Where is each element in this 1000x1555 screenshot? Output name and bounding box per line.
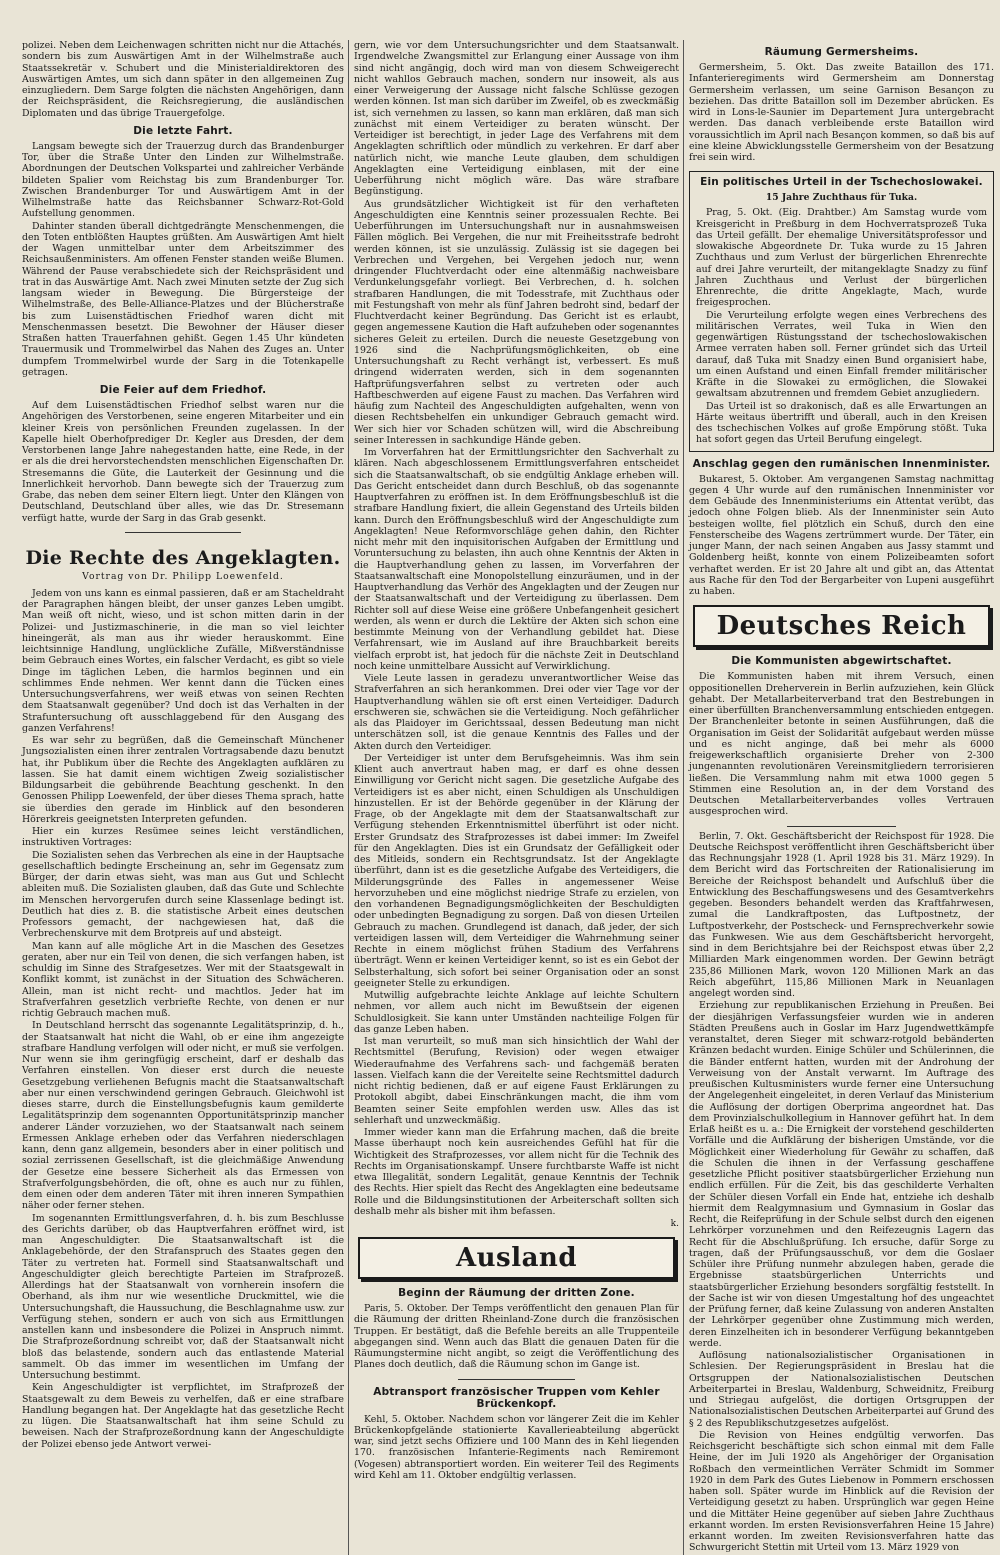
paragraph: Berlin, 7. Okt. Geschäftsbericht der Reichspost für 1928. Die Deutsche Reichspost veröffentlicht ihren Geschäftsbericht über das Rechnungsjahr 1928 (1. April 1928 bis 31. März 1929). In dem Bericht wird das Fortschreiten der Rationalisierung im Bereiche der Reichspost behandelt und Aufschluß über die Entwicklung des Beschaffungswesens und des Gesamtverkehrs gegeben. Besonders behandelt werden das Kraftfahrwesen, zumal die Landkraftposten, das Luftpostnetz, der Luftpostverkehr, der Postscheck- und Fernsprechverkehr sowie das Funkwesen. Wie aus dem Geschäftsbericht hervorgeht, sind in dem Berichtsjahre bei der Reichspost etwas über 2,2 Milliarden Mark eingenommen worden. Der Gewinn beträgt 235,86 Millionen Mark, wovon 120 Millionen Mark an das Reich abgeführt, 115,86 Millionen Mark in Neuanlagen angelegt worden sind. [689,830,994,999]
heading-raeumung-dritte-zone: Beginn der Räumung der dritten Zone. [398,1287,635,1299]
section-header-ausland: Ausland [358,1237,675,1279]
paragraph: Die Revision von Heines endgültig verworfen. Das Reichsgericht beschäftigte sich schon einmal mit dem Falle Heine, der im Juli 1920 als Angehöriger der Organisation Roßbach den vermeintlichen Verräter Schmidt im Sommer 1920 in dem Park des Gutes Liebenow in Pommern erschossen haben soll. Später wurde im Hinblick auf die Revision der Verteidigung gesetzt zu haben. Ursprünglich war gegen Heine und die Mittäter Heine gegenüber auf sieben Jahre Zuchthaus erkannt worden. Im ersten Revisionsverfahren Heine 15 Jahre) erkannt worden. Im zweiten Revisionsverfahren hatte das Schwurgericht Stettin mit Urteil vom 13. März 1929 von [689,1429,994,1554]
byline: Vortrag von Dr. Philipp Loewenfeld. [82,570,284,582]
paragraph: Im Vorverfahren hat der Ermittlungsrichter den Sachverhalt zu klären. Nach abgeschlossenem Ermittlungsverfahren entscheidet sich die Staatsanwaltschaft, ob sie endgültig Anklage erheben will. Das Gericht entscheidet dann durch Beschluß, ob das sogenannte Hauptverfahren zu eröffnen ist. In dem Eröffnungsbeschluß ist die strafbare Handlung fixiert, die allein Gegenstand des Urteils bilden kann. Durch den Eröffnungsbeschluß wird der Angeschuldigte zum Angeklagten! Neue Reformvorschläge gehen dahin, den Richter nicht mehr mit den inquisitorischen Aufgaben der Ermittlung und Voruntersuchung zu belasten, ihn auch ohne Kenntnis der Akten in die Hauptverhandlung gehen zu lassen, im Vorverfahren der Staatsanwaltschaft eine Monopolstellung einzuräumen, und in der Hauptverhandlung das Verhör des Angeklagten und der Zeugen nur der Staatsanwaltschaft und der Verteidigung zu überlassen. Dem Richter soll auf diese Weise eine größere Unbefangenheit gesichert werden, als wenn er durch die Lektüre der Akten sich schon eine bestimmte Meinung von der Verhandlung gebildet hat. Diese Verfahrensart, wie im Ausland auf ihre Brauchbarkeit bereits vielfach erprobt ist, hat jedoch für die nächste Zeit in Deutschland noch keine unmittelbare Aussicht auf Verwirklichung. [354,447,679,672]
paragraph: Im sogenannten Ermittlungsverfahren, d. h. bis zum Beschlusse des Gerichts darüber, ob das Hauptverfahren eröffnet wird, ist man Angeschuldigter. Die Staatsanwaltschaft ist die Anklagebehörde, der den Strafanspruch des Staates gegen den Täter zu vertreten hat. Formell sind Staatsanwaltschaft und Angeschuldigter gleich berechtigte Parteien im Strafprozeß. Allerdings hat der Staatsanwalt von vornherein insofern die Oberhand, als ihm nur wie wesentliche Druckmittel, wie die Untersuchungshaft, die Haussuchung, die Beschlagnahme usw. zur Verfügung stehen, sondern er auch von sich aus Ermittlungen anstellen kann und insbesondere die Polizei in Anspruch nimmt. Die Strafprozeßordnung schreibt vor, daß der Staatsanwalt nicht bloß das belastende, sondern auch das entlastende Material sammelt. Ob das immer im wesentlichen im Umfang der Untersuchung bestimmt. [22,1212,344,1381]
paragraph: Dahinter standen überall dichtgedrängte Menschenmengen, die den Toten entblößten Hauptes grüßten. Am Auswärtigen Amt hielt der Wagen unmittelbar unter dem Arbeitszimmer des Reichsaußenministers. Am offenen Fenster standen weiße Blumen. Während der Pause verabschiedete sich der Reichspräsident und trat in das Auswärtige Amt. Nach zwei Minuten setzte der Zug sich langsam wieder in Bewegung. Die Bürgersteige der Wilhelmstraße, des Belle-Alliance-Platzes und der Blücherstraße bis zum Luisenstädtischen Friedhof waren dicht mit Menschenmassen besetzt. Die Bewohner der Häuser dieser Straßen hatten Trauerfahnen gehißt. Gegen 1.45 Uhr kündeten Trauermusik und Trommelwirbel das Nahen des Zuges an. Unter dumpfem Trommelwirbel wurde der Sarg in die Totenkapelle getragen. [22,220,344,378]
heading-kehler-brueckenkopf: Abtransport französischer Truppen vom Kehler Brückenkopf. [373,1385,660,1410]
paragraph: Immer wieder kann man die Erfahrung machen, daß die breite Masse überhaupt noch kein ausreichendes Gefühl hat für die Wichtigkeit des Strafprozesses, vor allem nicht für die Technik des Rechts im Organisationskampf. Unsere furchtbarste Waffe ist nicht etwa Illegalität, sondern Legalität, genaue Kenntnis der Technik des Rechts. Hier spielt das Recht des Angeklagten eine bedeutsame Rolle und die Bildungsinstitutionen der Arbeiterschaft sollten sich deshalb mehr als bisher mit ihm befassen. [354,1127,679,1217]
paragraph: Auflösung nationalsozialistischer Organisationen in Schlesien. Der Regierungspräsident in Breslau hat die Ortsgruppen der Nationalsozialistischen Deutschen Arbeiterpartei in Breslau, Waldenburg, Schweidnitz, Freiburg und Striegau aufgelöst, die dortigen Ortsgruppen der Nationalsozialistischen Deutschen Arbeiterpartei auf Grund des § 2 des Republikschutzgesetzes aufgelöst. [689,1350,995,1429]
column-right [689,40,994,1555]
heading-kommunisten: Die Kommunisten abgewirtschaftet. [731,655,952,668]
heading-germersheim: Räumung Germersheims. [764,46,919,58]
heading-letzte-fahrt: Die letzte Fahrt. [133,124,233,137]
paragraph: Auf dem Luisenstädtischen Friedhof selbst waren nur die Angehörigen des Verstorbenen, seine engeren Mitarbeiter und ein kleiner Kreis von persönlichen Freunden zugelassen. In der Kapelle hielt Oberhofprediger Dr. Kegler aus Dresden, der dem Verstorbenen lange Jahre nahegestanden hatte, eine Rede, in der er als die drei hervorstechendsten menschlichen Eigenschaften Dr. Stresemanns die Güte, die Lauterkeit der Gesinnung und die Innerlichkeit hervorhob. Dann bewegte sich der Trauerzug zum Grabe, das neben dem seiner Eltern liegt. Unter den Klängen von Deutschland, Deutschland über alles, wie das Dr. Stresemann verfügt hatte, wurde der Sarg in das Grab gesenkt. [22,400,344,524]
paragraph: Paris, 5. Oktober. Der Temps veröffentlicht den genauen Plan für die Räumung der dritten Rheinland-Zone durch die französischen Truppen. Er bestätigt, daß die Befehle bereits an alle Truppenteile abgegangen sind. Wenn auch das Blatt die genauen Daten für die Räumungstermine nicht angibt, so zeigt die Veröffentlichung des Planes doch deutlich, daß die Räumung schon im Gange ist. [354,1303,679,1371]
divider [125,532,241,533]
column-left [22,40,344,1555]
paragraph: Die Sozialisten sehen das Verbrechen als eine in der Hauptsache gesellschaftlich bedingte Erscheinung an, sehr im Gegensatz zum Bürger, der darin etwas sieht, was man aus Gut und Schlecht ableiten muß. Die Sozialisten glauben, daß das Gute und Schlechte im Menschen hervorgerufen durch seine Klassenlage bedingt ist. Deutlich hat dies z. B. die statistische Arbeit eines deutschen Professors gemacht, der nachgewiesen hat, daß die Verbrechenskurve mit dem Brotpreis auf und absteigt. [22,849,344,940]
paragraph: gern, wie vor dem Untersuchungsrichter und dem Staatsanwalt. Irgendwelche Zwangsmittel zur Erlangung einer Aussage von ihm sind nicht angängig, doch wird man von diesem Schweigerecht nicht wahllos Gebrauch machen, sondern nur insoweit, als aus einer Verweigerung der Aussage nicht falsche Schlüsse gezogen werden können. Ist man sich darüber im Zweifel, ob es zweckmäßig ist, sich vernehmen zu lassen, so kann man erklären, daß man sich zunächst mit einem Verteidiger zu beraten wünscht. Der Verteidiger ist berechtigt, in jeder Lage des Verfahrens mit dem Angeklagten schriftlich oder mündlich zu verkehren. Er darf aber natürlich nicht, wie manche Leute glauben, dem schuldigen Angeklagten eine Verteidigung einblasen, mit der eine Ueberführung nicht möglich wäre. Das wäre strafbare Begünstigung. [354,40,679,198]
paragraph: Jedem von uns kann es einmal passieren, daß er am Stacheldraht der Paragraphen hängen bleibt, der unser ganzes Leben umgibt. Man weiß oft nicht, wieso, und ist schon mitten darin in der Polizei- und Justizmaschinerie, in die man so viel leichter hineingerät, als man aus ihr wieder herauskommt. Eine leichtsinnige Handlung, unglückliche Zufälle, Mißverständnisse beim Gebrauch eines Wortes, ein falscher Verdacht, es gibt so viele Dinge im täglichen Leben, die harmlos beginnen und ein schlimmes Ende nehmen. Wer kennt dann die Tücken eines Untersuchungsverfahrens, wer weiß etwas von seinen Rechten dem Staatsanwalt gegenüber? Und doch ist das Verhalten in der Strafuntersuchung oft ausschlaggebend für den Ausgang des ganzen Verfahrens! [22,587,344,734]
framed-article-tschechoslowakei [689,171,994,451]
paragraph: Germersheim, 5. Okt. Das zweite Bataillon des 171. Infanterieregiments wird Germersheim am Donnerstag Germersheim verlassen, um seine Garnison Besançon zu beziehen. Das dritte Bataillon soll im Dezember abrücken. Es wird in Lons-le-Saunier im Departement Jura untergebracht werden. Das danach verbleibende erste Bataillon wird voraussichtlich im April nach Besançon kommen, so daß bis auf eine kleine Abwicklungsstelle Germersheim von der Besatzung frei sein wird. [689,62,994,163]
paragraph: Kehl, 5. Oktober. Nachdem schon vor längerer Zeit die im Kehler Brückenkopfgelände stationierte Kavallerieabteilung abgerückt war, sind jetzt sechs Offiziere und 100 Mann des in Kehl liegenden 170. französischen Infanterie-Regiments nach Remiremont (Vogesen) abtransportiert worden. Ein weiterer Teil des Regiments wird Kehl am 11. Oktober endgültig verlassen. [354,1413,679,1481]
subheading-zuchthaus: 15 Jahre Zuchthaus für Tuka. [765,192,918,204]
author-signoff: k. [670,1219,679,1229]
column-middle [354,40,679,1555]
paragraph: Langsam bewegte sich der Trauerzug durch das Brandenburger Tor, über die Straße Unter den Linden zur Wilhelmstraße. Abordnungen der Deutschen Volkspartei und zahlreicher Verbände bildeten Spalier vom Reichstag bis zum Brandenburger Tor. Zwischen Brandenburger Tor und Auswärtigem Amt in der Wilhelmstraße hatte das Reichsbanner Schwarz-Rot-Gold Aufstellung genommen. [22,140,344,220]
paragraph: In Deutschland herrscht das sogenannte Legalitätsprinzip, d. h., der Staatsanwalt hat nicht die Wahl, ob er eine ihm angezeigte strafbare Handlung verfolgen will oder nicht, er muß sie verfolgen. Nur wenn sie ihm geringfügig erscheint, darf er deshalb das Verfahren einstellen. Von dieser erst durch die neueste Gesetzgebung verliehenen Befugnis macht die Staatsanwaltschaft aber nur einen verschwindend geringen Gebrauch. Gleichwohl ist dieses starre, durch die Einstellungsbefugnis kaum gemilderte Legalitätsprinzip dem sogenannten Opportunitätsprinzip mancher anderer Länder vorzuziehen, wo der Staatsanwalt nach seinem Ermessen Anklage erheben oder das Verfahren niederschlagen kann, denn ganz allgemein, besonders aber in einer politisch und sozial zerrissenen Gesellschaft, ist die gleichmäßige Anwendung der Gesetze eine bessere Sicherheit als das Ermessen von Strafverfolgungsbehörden, die oft, ohne es auch nur zu fühlen, dem einen oder dem anderen Täter mit ihren inneren Sympathien näher oder ferner stehen. [22,1020,344,1212]
paragraph: Bukarest, 5. Oktober. Am vergangenen Samstag nachmittag gegen 4 Uhr wurde auf den rumänischen Innenminister vor dem Gebäude des Innenministeriums ein Attentat verübt, das jedoch ohne Folgen blieb. Als der Innenminister sein Auto besteigen wollte, fiel plötzlich ein Schuß, durch den eine Fensterscheibe des Wagens zertrümmert wurde. Der Täter, ein junger Mann, der nach seinen Angaben aus Jassy stammt und Goldenberg heißt, konnte von einem Polizeibeamten sofort verhaftet werden. Er ist 20 Jahre alt und gibt an, das Attentat aus Rache für den Tod der Bergarbeiter von Lupeni ausgeführt zu haben. [689,473,994,597]
divider [458,1379,575,1380]
paragraph: Erziehung zur republikanischen Erziehung in Preußen. Bei der diesjährigen Verfassungsfeier wurden wie in anderen Städten Preußens auch in Goslar im Harz Jugendwettkämpfe veranstaltet, deren Sieger mit schwarz-rotgold bebänderten Kränzen bedacht wurden. Einige Schüler und Schülerinnen, die die Bänder entfernt hatten, wurden mit der Androhung der Verweisung von der Anstalt verwarnt. Im Auftrage des preußischen Kultusministers wurde ferner eine Untersuchung der Angelegenheit eingeleitet, in deren Verlauf das Ministerium die Auflösung der dortigen Oberprima angeordnet hat. Das dem Provinzialschulkollegium in Hannover geführt hat. In dem Erlaß heißt es u. a.: Die Ernigkeit der vorstehend geschilderten Vorfälle und die Aufklärung der bisherigen Umstände, vor die Möglichkeit einer Wiederholung für Gewähr zu schaffen, daß die Schulen die ihnen in der Verfassung geschaffene gesetzliche Pflicht positiver staatsbürgerlicher Erziehung nun endlich erfüllen. Für die Zeit, bis das geschilderte Verhalten der Schüler diesen Vorfall ein Ende hat, entziehe ich deshalb hiermit dem Realgymnasium und Gymnasium in Goslar das Recht, die Reifeprüfung in der Schule selbst durch den eigenen Lehrkörper vorzunehmen und den Reifezeugnis Lagern das Recht für die Abschlußprüfung. Ich ersuche, dafür Sorge zu tragen, daß der Prüfungsausschuß, vor dem die Goslaer Schüler ihre Prüfung nunmehr abzulegen haben, gerade die Ergebnisse staatsbürgerlichen Unterrichts und staatsbürgerlicher Erziehung besonders sorgfältig feststellt. In der Sache ist wir von diesen Umgestaltung hof des ungeachtet der Prüfung ferner, daß keine Zulassung von anderen Anstalten der Lehrkörper gegenüber ohne Zustimmung mich werden, deren Einzelheiten ich in besonderer Verfügung bekanntgeben werde. [689,1000,994,1349]
paragraph: Die Verurteilung erfolgte wegen eines Verbrechens des militärischen Verrates, weil Tuka in Wien den gegenwärtigen Rüstungsstand der tschechoslowakischen Armee verraten haben soll. Ferner gründet sich das Urteil darauf, daß Tuka mit Snadzy einen Bund organisiert habe, um einen Aufstand und einen Einfall fremder militärischer Kräfte in die Slowakei zu ermöglichen, die Slowakei gewaltsam abzutrennen und fremdem Gebiet anzugliedern. [696,309,987,400]
paragraph: Der Verteidiger ist unter dem Berufsgeheimnis. Was ihm sein Klient auch anvertraut haben mag, er darf es ohne dessen Einwilligung vor Gericht nicht sagen. Die gesetzliche Aufgabe des Verteidigers ist es aber nicht, einen Schuldigen als Unschuldigen hinzustellen. Er ist der Behörde gegenüber in der Klärung der Frage, ob der Angeklagte mit dem der Staatsanwaltschaft zur Verfügung stehenden Erkenntnismittel überführt ist oder nicht. Erster Grundsatz des Strafprozesses ist dabei immer: Im Zweifel für den Angeklagten. Dies ist ein Grundsatz der Gefälligkeit oder des Mitleids, sondern ein Rechtsgrundsatz. Ist der Angeklagte überführt, dann ist es die gesetzliche Aufgabe des Verteidigers, die Milderungsgründe des Falles in angemessener Weise hervorzuheben und eine möglichst niedrige Strafe zu erzielen, von den vorhandenen Begnadigungsmöglichkeiten der Beschuldigten oder unbedingten Begnadigung zu sorgen. Daß von diesen Urteilen Gebrauch zu machen. Grundlegend ist danach, daß jeder, der sich verteidigen lassen will, dem Verteidiger die Wahrnehmung seiner Rechte in einem möglichst frühen Stadium des Verfahrens überträgt. Wenn er keinen Verteidiger kennt, so ist es ein Gebot der Selbsterhaltung, sich sofort bei seiner Organisation oder an sonst geeigneter Stelle zu erkundigen. [354,752,679,989]
section-header-deutsches-reich: Deutsches Reich [693,605,990,647]
paragraph: Viele Leute lassen in geradezu unverantwortlicher Weise das Strafverfahren an sich herankommen. Drei oder vier Tage vor der Hauptverhandlung wählen sie oft erst einen Verteidiger. Dadurch erschweren sie, schwächen sie die Verteidigung. Noch gefährlicher als das Plaidoyer im Gerichtssaal, dessen Bedeutung man nicht unterschätzen soll, ist die genaue Kenntnis des Falles und der Akten durch den Verteidiger. [354,673,679,752]
headline-rechte-angeklagten: Die Rechte des Angeklagten. [25,546,341,569]
paragraph: Mutwillig aufgebrachte leichte Anklage auf leichte Schultern nehmen, vor allem auch nicht im Bewußtsein der eigenen Schuldlosigkeit. Sie kann unter Umständen nachteilige Folgen für das ganze Leben haben. [354,990,679,1035]
heading-tschechoslowakei: Ein politisches Urteil in der Tschechoslowakei. [700,176,983,189]
paragraph: Hier ein kurzes Resümee seines leicht verständlichen, instruktiven Vortrages: [22,826,344,849]
paragraph: Man kann auf alle mögliche Art in die Maschen des Gesetzes geraten, aber nur ein Teil von denen, die sich verfangen haben, ist schuldig im Sinne des Strafgesetzes. Wer mit der Staatsgewalt in Konflikt kommt, ist zunächst in der Situation des Schwächeren. Allein, man ist nicht recht- und machtlos. Jeder hat im Strafverfahren gesetzlich verbriefte Rechte, von denen er nur richtig Gebrauch machen muß. [22,940,344,1019]
paragraph: Aus grundsätzlicher Wichtigkeit ist für den verhafteten Angeschuldigten eine Kenntnis seiner prozessualen Rechte. Bei Ueberführungen im Untersuchungshaft nur in ausnahmsweisen Fällen möglich. Bei Vergehen, die nur mit Freiheitsstrafe bedroht werden können, ist sie unzulässig. Zulässig ist sie dagegen bei Verbrechen und Vergehen, bei Vergehen jedoch nur, wenn dringender Fluchtverdacht oder eine altenmäßig nachweisbare Verdunkelungsgefahr vorliegt. Bei Verbrechen, d. h. solchen strafbaren Handlungen, die mit Todesstrafe, mit Zuchthaus oder mit Festungshaft von mehr als fünf Jahren bedroht sind, bedarf der Fluchtverdacht keiner Begründung. Das Gericht ist es erlaubt, gegen angemessene Kaution die Haft aufzuheben oder sogenanntes sicheres Geleit zu erteilen. Durch die neueste Gesetzgebung von 1926 sind die Nachprüfungsmöglichkeiten, ob eine Untersuchungshaft zu Recht verhängt ist, verbessert. Es muß dringend widerraten werden, sich in dem sogenannten Haftprüfungsverfahren selbst zu vertreten oder auch Haftbeschwerden auf eigene Faust zu machen. Das Verfahren wird häufig zum Nachteil des Angeschuldigten aufgehalten, wenn von diesen Rechtsbehelfen ein unkundiger Gebrauch gemacht wird. Wer sich hier vor Schaden schützen will, wird die Abschreibung seiner Interessen in sachkundige Hände geben. [354,198,679,446]
divider [787,826,897,827]
funeral-continuation: polizei. Neben dem Leichenwagen schritten nicht nur die Attachés, sondern bis zum Auswärtigen Amt in der Wilhelmstraße auch Staatssekretär v. Schubert und die Ministerialdirektoren des Auswärtigen Amtes, um sich dann später in den allgemeinen Zug einzugliedern. Dem Sarge folgten die nächsten Angehörigen, dann der Reichspräsident, die Reichsregierung, die ausländischen Diplomaten und das übrige Trauergefolge. [22,40,344,119]
paragraph: Die Kommunisten haben mit ihrem Versuch, einen oppositionellen Dreherverein in Berlin aufzuziehen, kein Glück gehabt. Der Metallarbeiterverband trat den Bestrebungen in einer überfüllten Branchenversammlung entschieden entgegen. Der Branchenleiter betonte in seinen Ausführungen, daß die Organisation im Geist der Solidarität aufgebaut werden müsse und es nicht anginge, daß bei mehr als 6000 freigewerkschaftlich organisierte Dreher von 2-300 jungenannten revolutionären Vereinsmitgliedern terrorisieren ließen. Die Versammlung nahm mit etwa 1000 gegen 5 Stimmen eine Resolution an, in der dem Vorstand des Deutschen Metallarbeiterverbandes volles Vertrauen ausgesprochen wird. [689,671,994,818]
heading-rumaenien: Anschlag gegen den rumänischen Innenminister. [692,457,991,470]
paragraph: Kein Angeschuldigter ist verpflichtet, im Strafprozeß der Staatsgewalt zu dem Beweis zu verhelfen, daß er eine strafbare Handlung begangen hat. Der Angeklagte hat das gesetzliche Recht zu lügen. Die Staatsanwaltschaft hat ihm seine Schuld zu beweisen. Nach der Strafprozeßordnung kann der Angeschuldigte der Polizei ebenso jede Antwort verwei- [22,1382,344,1450]
heading-feier-friedhof: Die Feier auf dem Friedhof. [99,384,267,396]
paragraph: Es war sehr zu begrüßen, daß die Gemeinschaft Münchener Jungsozialisten einen ihrer zentralen Vortragsabende dazu benutzt hat, ihr Publikum über die Rechte des Angeklagten aufklären zu lassen. Sie hat damit einem wichtigen Zweig sozialistischer Bildungsarbeit die gebührende Beachtung geschenkt. In den Genossen Philipp Loewenfeld, der über dieses Thema sprach, hatte sie überdies den gerade im Hinblick auf den besonderen Hörerkreis geeignetsten Interpreten gefunden. [22,735,344,825]
paragraph: Prag, 5. Okt. (Eig. Drahtber.) Am Samstag wurde vom Kreisgericht in Preßburg in dem Hochverratsprozeß Tuka das Urteil gefällt. Der ehemalige Universitätsprofessor und slowakische Abgeordnete Dr. Tuka wurde zu 15 Jahren Zuchthaus und zum Verlust der bürgerlichen Ehrenrechte auf drei Jahre verurteilt, der mitangeklagte Snadzy zu fünf Jahren Zuchthaus und Verlust der bürgerlichen Ehrenrechte, die dritte Angeklagte, Mach, wurde freigesprochen. [696,207,987,309]
paragraph: Ist man verurteilt, so muß man sich hinsichtlich der Wahl der Rechtsmittel (Berufung, Revision) oder wegen etwaiger Wiederaufnahme des Verfahrens sach- und fachgemäß beraten lassen. Vielfach kann die der Vereitelte seine Rechtsmittel dadurch nicht richtig bedienen, daß er auf eigene Faust Erklärungen zu Protokoll abgibt, dabei Einschränkungen macht, die ihm vom Beamten seiner Seite empfohlen werden usw. Alles das ist sehlerhaft und unzweckmäßig. [354,1036,679,1126]
paragraph: Das Urteil ist so drakonisch, daß es alle Erwartungen an Härte weitaus übertrifft und überall, auch in den Kreisen des tschechischen Volkes auf große Empörung stößt. Tuka hat sofort gegen das Urteil Berufung eingelegt. [696,400,987,446]
